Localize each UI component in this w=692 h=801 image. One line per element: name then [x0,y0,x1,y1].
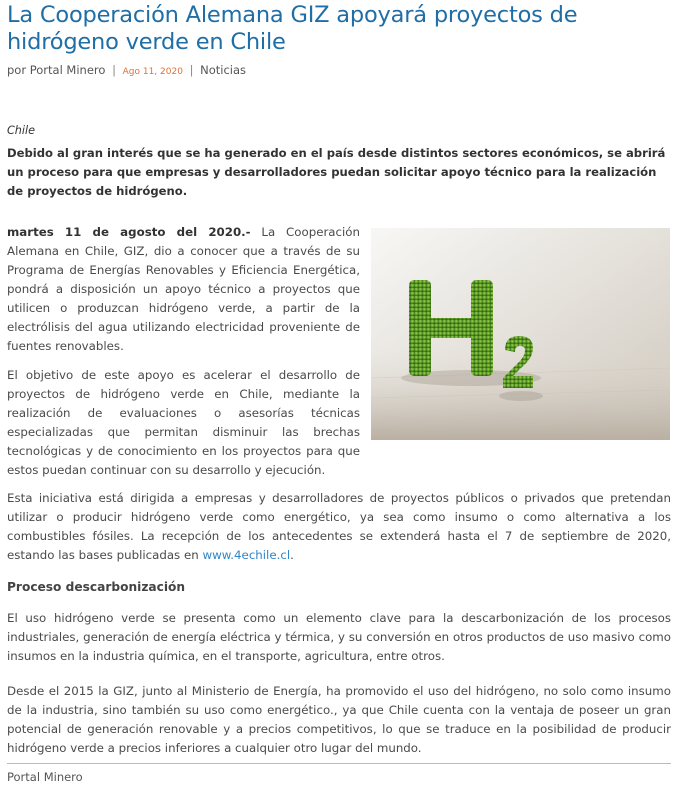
category-link[interactable]: Noticias [200,63,247,77]
dateline: martes 11 de agosto del 2020.- [7,225,251,239]
section-heading: Proceso descarbonización [7,580,186,594]
publish-date: Ago 11, 2020 [122,67,183,77]
hydrogen-image [371,228,670,440]
region-label: Chile [7,124,36,137]
paragraph-3 [7,489,671,565]
meta-separator: | [112,63,116,77]
website-link[interactable]: www.4echile.cl [202,548,291,562]
article-lead: Debido al gran interés que se ha generado en el país desde distintos sectores económicos, se abrirá un proceso para que empresas y desarrolladores puedan solicitar apoyo técnico para la realización de proyectos de hidrógeno. [7,146,666,198]
paragraph-2: El objetivo de este apoyo es acelerar el desarrollo de proyectos de hidrógeno verde en Chile, mediante la realización de evaluaciones o asesorías técnicas especializadas que permitan disminuir las brechas tecnológicas y de conocimiento en los proyectos para que estos puedan continuar con su desarrollo y ejecución. [7,368,360,477]
green-h2-moss-icon [371,228,670,440]
paragraph-3-body: Esta iniciativa está dirigida a empresas y desarrolladores de proyectos públicos o privados que pretendan utilizar o producir hidrógeno verde como energético, ya sea como insumo o como alternativa a los combustibles fósiles. La recepción de los antecedentes se extenderá hasta el 7 de septiembre de 2020, estando las bases publicadas en [7,491,671,562]
footer-divider [7,763,671,764]
meta-separator: | [189,63,194,77]
article-meta [7,62,246,80]
author-link[interactable]: por Portal Minero [7,63,106,77]
paragraph-5: Desde el 2015 la GIZ, junto al Ministerio de Energía, ha promovido el uso del hidrógeno, no solo como insumo de la industria, sino también su uso como energético., ya que Chile cuenta con la ventaja de poseer un gran potencial de generación renovable y a precios competitivos, lo que se traduce en la posibilidad de producir hidrógeno verde a precios inferiores a cualquier otro lugar del mundo. [7,684,671,755]
paragraph-4: El uso hidrógeno verde se presenta como un elemento clave para la descarbonización de los procesos industriales, generación de energía eléctrica y térmica, y su conversión en otros productos de uso masivo como insumos en la industria química, en el transporte, agricultura, entre otros. [7,611,671,663]
paragraph-3-end: . [290,548,294,562]
paragraph-1-body: La Cooperación Alemana en Chile, GIZ, dio a conocer que a través de su Programa de Energías Renovables y Eficiencia Energética, pondrá a disposición un apoyo técnico a proyectos que utilicen o produzcan hidrógeno verde, a partir de la electrólisis del agua utilizando electricidad proveniente de fuentes renovables. [7,225,360,353]
footer-source: Portal Minero [7,770,83,784]
article-title[interactable]: La Cooperación Alemana GIZ apoyará proyectos de hidrógeno verde en Chile [7,2,578,55]
paragraph-1 [7,223,360,356]
